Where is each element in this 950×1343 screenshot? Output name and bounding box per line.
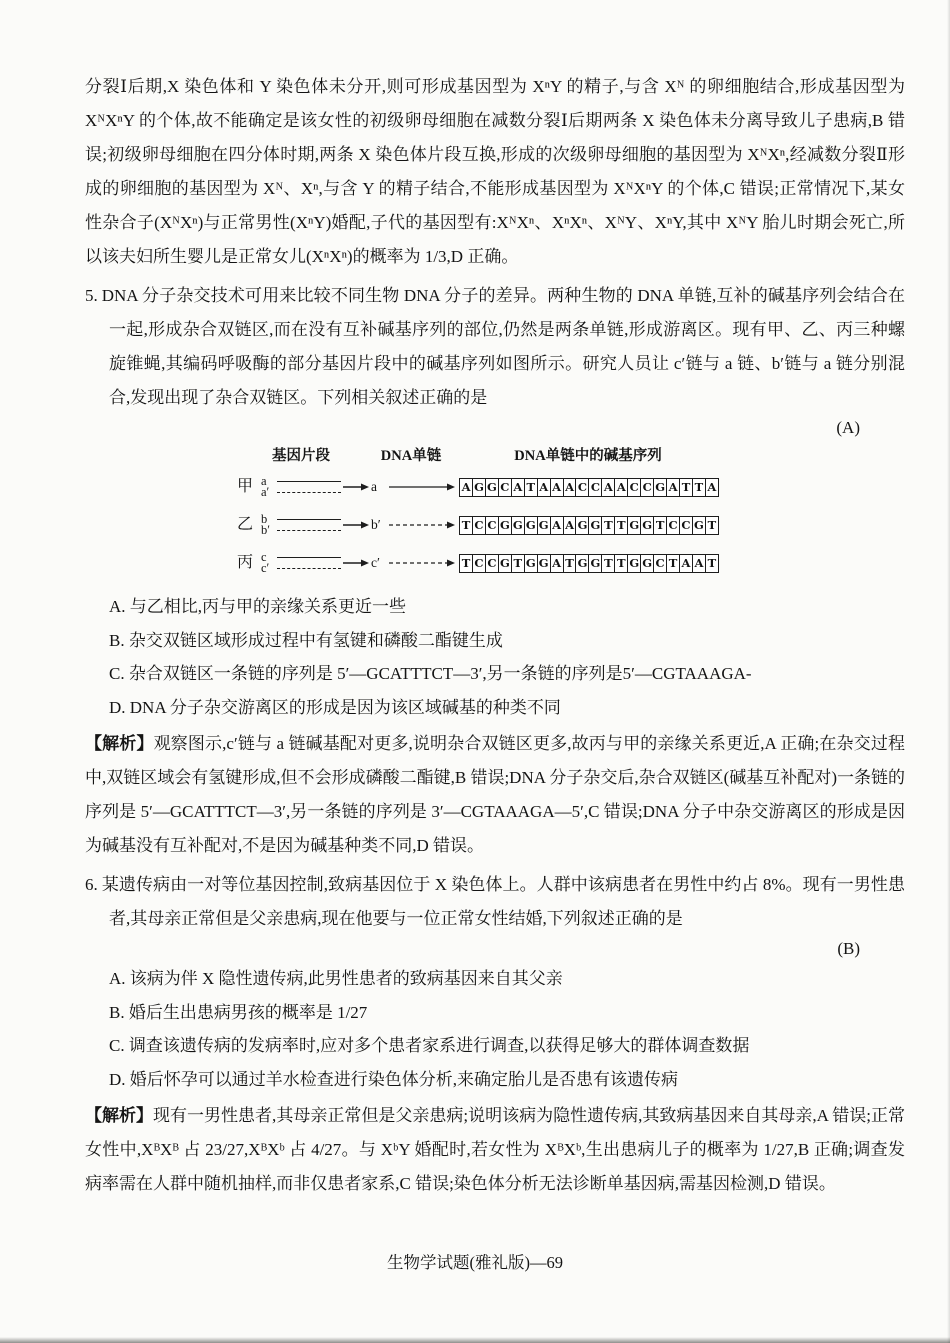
gene-fragment-diagram [261,476,341,498]
base-cell: G [537,554,551,573]
question-6-number: 6. [85,875,98,894]
question-5 [85,279,905,441]
strand-b-prime-label: b′ [261,523,270,538]
base-cell: A [692,554,706,573]
base-cell: G [524,554,538,573]
option-a: A. 该病为伴 X 隐性遗传病,此男性患者的致病基因来自其父亲 [109,969,563,988]
question-5-stem [85,279,905,415]
figure-row-jia [237,468,719,506]
dashed-strand-line [277,530,341,531]
base-cell: G [575,516,589,535]
base-cell: C [472,554,486,573]
base-cell: T [614,554,628,573]
figure-column-headers [237,447,719,465]
question-6-options [85,962,905,1096]
base-cell: A [614,478,628,497]
base-sequence [459,516,719,535]
base-cell: T [459,554,473,573]
gene-fragment-diagram [261,552,341,574]
base-cell: T [459,516,473,535]
base-cell: A [705,478,719,497]
base-cell: T [705,554,719,573]
arrow-icon [341,520,371,530]
strand-b-label: b [261,512,268,527]
arrow-icon [341,482,371,492]
question-6 [85,868,905,962]
dashed-arrow-icon [389,553,455,573]
analysis-text: 现有一男性患者,其母亲正常但是父亲患病;说明该病为隐性遗传病,其致病基因来自其母亲,A 错误;正常女性中,XᴮXᴮ 占 23/27,XᴮXᵇ 占 4/27。与 XᵇY 婚配时,若女性为 XᴮXᵇ,生出患病儿子的概率为 1/27,B 正确;调查发病率需在人群中随机抽样,而非仅患者家系,C 错误;染色体分析无法诊断单基因病,需基因检测,D 错误。 [85,1106,906,1193]
option-b: B. 杂交双链区域形成过程中有氢键和磷酸二酯键生成 [109,630,503,650]
strand-c-label: c [261,550,267,565]
question-5-number: 5. [85,286,98,305]
base-cell: C [485,554,499,573]
base-cell: C [640,478,654,497]
base-cell: T [705,516,719,535]
species-label: 甲 [237,478,254,495]
solid-strand-line [277,519,341,520]
base-cell: C [485,516,499,535]
question-5-options [85,590,905,724]
base-cell: T [679,478,693,497]
option-d: D. DNA 分子杂交游离区的形成是因为该区域碱基的种类不同 [109,697,561,717]
species-label: 丙 [237,554,254,571]
option-c: C. 调查该遗传病的发病率时,应对多个患者家系进行调查,以获得足够大的群体调查数据 [109,1036,750,1055]
base-cell: T [563,554,577,573]
base-cell: G [485,478,499,497]
base-cell: T [511,554,525,573]
base-cell: G [472,478,486,497]
base-cell: G [537,516,551,535]
base-cell: A [550,554,564,573]
base-cell: C [575,478,589,497]
base-cell: A [550,516,564,535]
base-cell: C [666,516,680,535]
strand-a-label: a [261,474,267,489]
solid-strand-line [277,481,341,482]
analysis-label: 【解析】 [85,1106,154,1125]
question-6-text: 某遗传病由一对等位基因控制,致病基因位于 X 染色体上。人群中该病患者在男性中约占 8%。现有一男性患者,其母亲正常但是父亲患病,现在他要与一位正常女性结婚,下列叙述正确的是 [101,875,905,928]
solid-strand-line [277,557,341,558]
header-dna-single-strand: DNA单链 [380,448,442,464]
page-footer: 生物学试题(雅礼版)—69 [387,1253,563,1272]
gene-fragment-diagram [261,514,341,536]
base-cell: G [498,516,512,535]
option-a: A. 与乙相比,丙与甲的亲缘关系更近一些 [109,597,407,616]
analysis-label: 【解析】 [85,734,154,753]
base-cell: G [627,516,641,535]
selected-strand-label: b′ [371,517,381,533]
option-b: B. 婚后生出患病男孩的概率是 1/27 [109,1002,368,1022]
base-cell: G [588,554,602,573]
question-5-text: DNA 分子杂交技术可用来比较不同生物 DNA 分子的差异。两种生物的 DNA 单链,互补的碱基序列会结合在一起,形成杂合双链区,而在没有互补碱基序列的部位,仍然是两条单链,形成游离区。现有甲、乙、丙三种螺旋锥蝇,其编码呼吸酶的部分基因片段中的碱基序列如图所示。研究人员让 c′链与 a 链、b′链与 a 链分别混合,发现出现了杂合双链区。下列相关叙述正确的是 [101,286,905,407]
base-sequence [459,554,719,573]
analysis-text: 观察图示,c′链与 a 链碱基配对更多,说明杂合双链区更多,故丙与甲的亲缘关系更近,A 正确;在杂交过程中,双链区域会有氢键形成,但不会形成磷酸二酯键,B 错误;DNA 分子杂交后,杂合双链区(碱基互补配对)一条链的序列是 5′—GCATTTCT—3′,另一条链的序列是 3′—CGTAAAGA—5′,C 错误;DNA 分子中杂交游离区的形成是因为碱基没有互补配对,不是因为碱基种类不同,D 错误。 [85,734,905,855]
base-cell: C [679,516,693,535]
base-cell: A [537,478,551,497]
base-cell: A [550,478,564,497]
option-c: C. 杂合双链区一条链的序列是 5′—GCATTTCT—3′,另一条链的序列是5′—CGTAAAGA- [109,664,752,683]
header-gene-fragment: 基因片段 [272,448,330,464]
strand-c-prime-label: c′ [261,561,270,576]
base-cell: G [692,516,706,535]
dashed-strand-line [277,492,341,493]
question-6-stem [85,868,905,936]
base-cell: A [563,516,577,535]
base-cell: A [459,478,473,497]
strand-a-prime-label: a′ [261,485,270,500]
base-cell: T [692,478,706,497]
base-cell: T [614,516,628,535]
base-cell: A [563,478,577,497]
selected-strand-label: a [371,479,377,495]
arrow-icon [341,558,371,568]
question-5-analysis [85,727,905,863]
intro-paragraph: 分裂Ⅰ后期,X 染色体和 Y 染色体未分开,则可形成基因型为 XⁿY 的精子,与含 Xᴺ 的卵细胞结合,形成基因型为 XᴺXⁿY 的个体,故不能确定是该女性的初级卵母细胞在减数分裂Ⅰ后期两条 X 染色体未分离导致儿子患病,B 错误;初级卵母细胞在四分体时期,两条 X 染色体片段互换,形成的次级卵母细胞的基因型为 XᴺXⁿ,经减数分裂Ⅱ形成的卵细胞的基因型为 Xᴺ、Xⁿ,与含 Y 的精子结合,不能形成基因型为 XᴺXⁿY 的个体,C 错误;正常情况下,某女性杂合子(XᴺXⁿ)与正常男性(XⁿY)婚配,子代的基因型有:XᴺXⁿ、XⁿXⁿ、XᴺY、XⁿY,其中 XᴺY 胎儿时期会死亡,所以该夫妇所生婴儿是正常女儿(XⁿXⁿ)的概率为 1/3,D 正确。 [85,77,905,266]
base-cell: G [575,554,589,573]
base-cell: T [524,478,538,497]
solid-arrow-icon [389,477,455,497]
base-cell: T [666,554,680,573]
base-cell: C [588,478,602,497]
base-cell: G [627,554,641,573]
option-d: D. 婚后怀孕可以通过羊水检查进行染色体分析,来确定胎儿是否患有该遗传病 [109,1069,679,1089]
base-cell: G [588,516,602,535]
dna-sequence-figure [237,447,719,582]
scan-edge-bottom [0,1337,950,1343]
base-cell: C [498,478,512,497]
question-6-analysis [85,1099,905,1201]
base-cell: C [627,478,641,497]
base-cell: A [679,554,693,573]
base-cell: G [524,516,538,535]
figure-row-yi [237,506,719,544]
base-cell: G [640,554,654,573]
question-5-answer: (A) [836,418,860,437]
base-cell: G [498,554,512,573]
base-cell: T [601,516,615,535]
selected-strand-label: c′ [371,555,380,571]
base-sequence [459,478,719,497]
dashed-arrow-icon [389,515,455,535]
figure-row-bing [237,544,719,582]
base-cell: A [601,478,615,497]
base-cell: A [666,478,680,497]
base-cell: G [640,516,654,535]
dashed-strand-line [277,568,341,569]
species-label: 乙 [237,516,254,533]
base-cell: T [653,516,667,535]
base-cell: T [601,554,615,573]
base-cell: G [653,478,667,497]
base-cell: G [511,516,525,535]
base-cell: C [653,554,667,573]
question-6-answer: (B) [837,939,860,958]
base-cell: A [511,478,525,497]
header-base-sequence: DNA单链中的碱基序列 [514,448,662,464]
base-cell: C [472,516,486,535]
